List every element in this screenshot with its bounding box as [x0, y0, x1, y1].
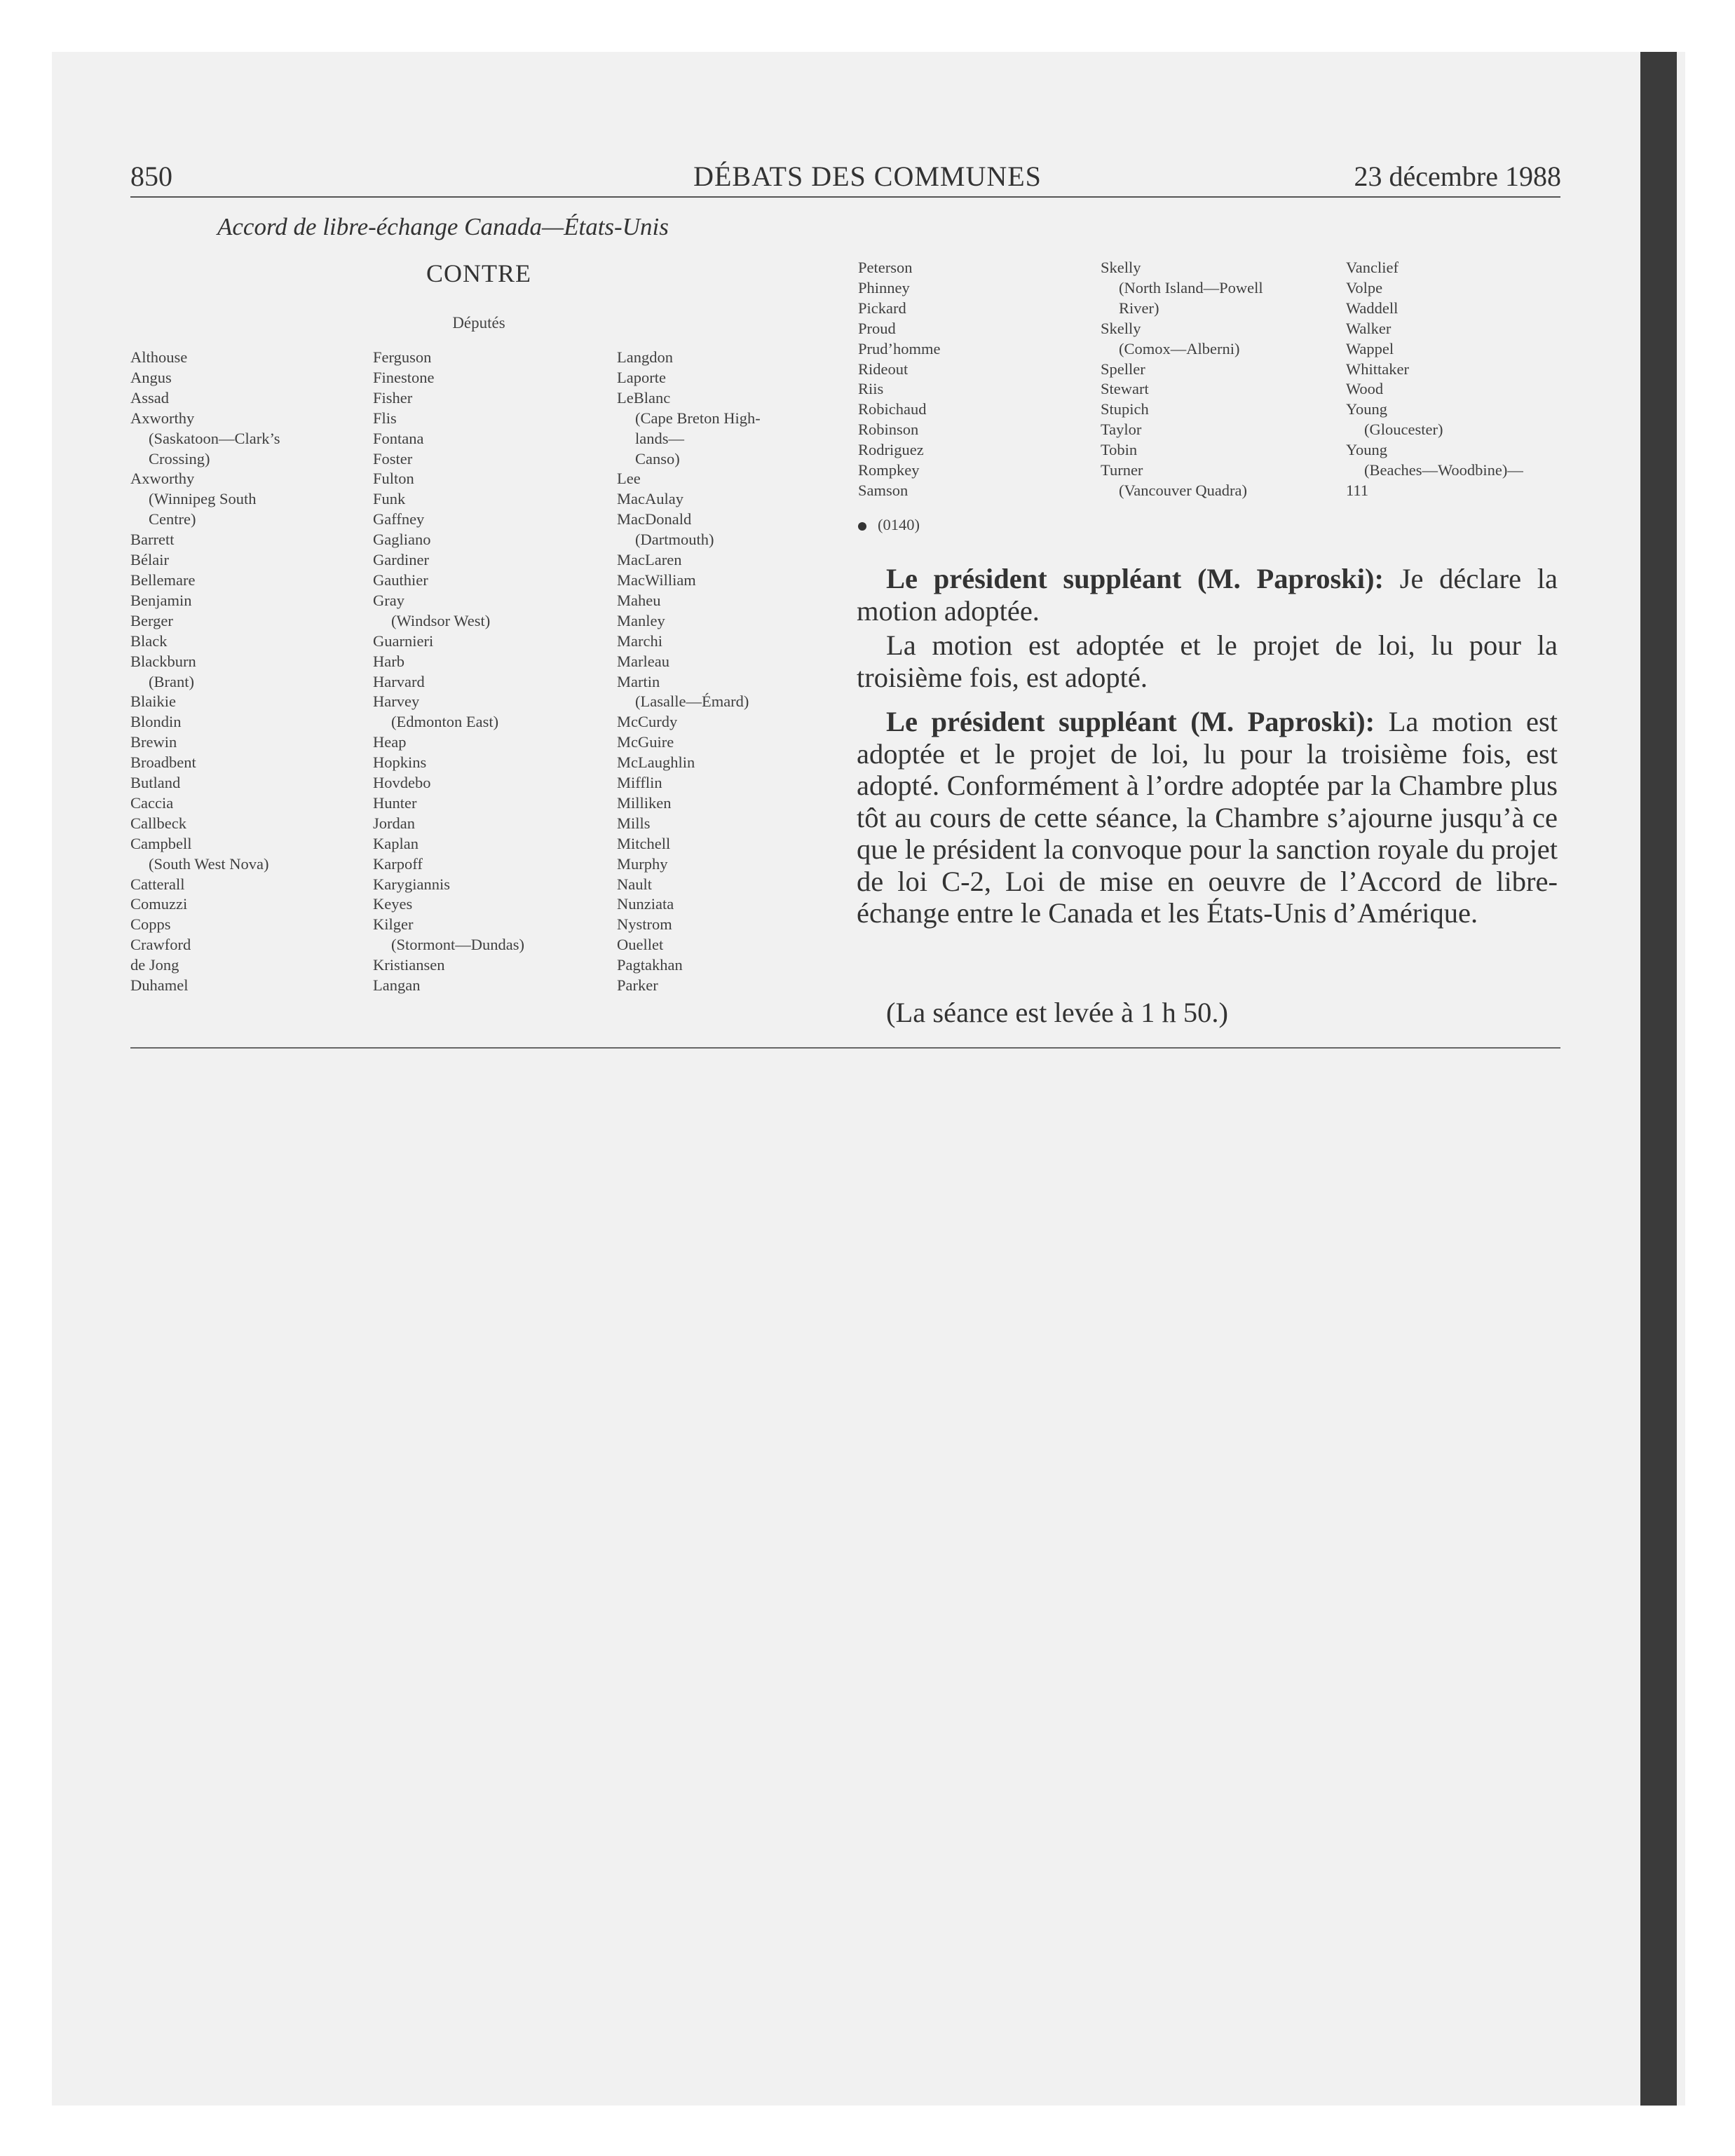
member-name: McCurdy — [617, 713, 678, 731]
member-name: Langdon — [617, 348, 673, 366]
member-name: Blackburn — [130, 652, 196, 670]
member-name: Hovdebo — [373, 774, 431, 792]
member-name: Fisher — [373, 388, 413, 407]
member-name: Callbeck — [130, 814, 186, 832]
paragraph-1 — [857, 563, 1558, 627]
member-column-2 — [373, 348, 604, 996]
member-name: Langan — [373, 976, 421, 995]
member-name: Gray — [373, 591, 404, 609]
member-name: Walker — [1346, 319, 1392, 337]
member-name: Turner — [1101, 461, 1143, 479]
member-name: Comuzzi — [130, 895, 188, 913]
member-name: Brewin — [130, 733, 177, 751]
member-name: (Brant) — [149, 672, 194, 690]
member-name: McGuire — [617, 733, 674, 751]
footer-rule — [130, 1047, 1560, 1049]
member-name: Pagtakhan — [617, 956, 683, 974]
member-name: Kristiansen — [373, 956, 445, 974]
member-name: Jordan — [373, 814, 415, 832]
member-name: Laporte — [617, 368, 666, 386]
member-name: Gardiner — [373, 551, 429, 569]
member-name: (Edmonton East) — [391, 713, 499, 731]
member-column-5 — [1101, 258, 1332, 501]
member-name: Stupich — [1101, 400, 1149, 418]
member-name: Nault — [617, 875, 652, 893]
member-name: Kilger — [373, 915, 414, 934]
scan-edge-bar — [1640, 52, 1677, 2106]
member-name: (Beaches—Woodbine)— — [1364, 461, 1523, 479]
member-name: Harvard — [373, 672, 425, 690]
subject-heading: Accord de libre-échange Canada—États-Unis — [217, 213, 669, 240]
member-name: Benjamin — [130, 591, 192, 609]
member-name: Mitchell — [617, 834, 671, 852]
member-name: Gaffney — [373, 510, 425, 528]
member-name: Angus — [130, 368, 172, 386]
member-name: Finestone — [373, 368, 435, 386]
member-name: Heap — [373, 733, 407, 751]
member-name: Kaplan — [373, 834, 419, 852]
member-name: Hopkins — [373, 753, 427, 772]
member-name: Fontana — [373, 429, 424, 447]
member-name: Fulton — [373, 470, 414, 488]
member-name: Skelly — [1101, 259, 1141, 276]
running-title: DÉBATS DES COMMUNES — [693, 161, 1042, 192]
member-name: Foster — [373, 449, 413, 468]
member-name: Waddell — [1346, 299, 1399, 317]
member-name: Mifflin — [617, 774, 662, 792]
running-date: 23 décembre 1988 — [1354, 161, 1561, 192]
member-name: Samson — [858, 481, 909, 499]
member-name: 111 — [1346, 481, 1369, 499]
member-name: (South West Nova) — [149, 854, 269, 873]
member-name: Centre) — [149, 510, 196, 528]
member-name: McLaughlin — [617, 753, 695, 772]
vote-heading: CONTRE — [426, 259, 531, 287]
member-name: Riis — [858, 380, 884, 398]
member-name: River) — [1119, 299, 1159, 317]
member-name: Marchi — [617, 632, 662, 650]
member-name: Manley — [617, 611, 665, 629]
member-name: (Comox—Alberni) — [1119, 339, 1240, 357]
bullet-icon — [858, 522, 866, 531]
member-name: (Windsor West) — [391, 611, 491, 629]
member-name: Phinney — [858, 278, 910, 296]
paragraph-text: La motion est adoptée et le projet de loi, lu pour la troisième fois, est adopté. Conformément à l’ordre adoptée par la Chambre plus tôt au cours de cette séance, la Chambre s’ajourne jusqu’à ce que le président la convoque pour la sanction royale du projet de loi C-2, Loi de mise en oeuvre de l’Accord de libre-échange entre le Canada et les États-Unis d’Amérique. — [857, 706, 1558, 929]
member-name: Whittaker — [1346, 360, 1409, 378]
member-name: LeBlanc — [617, 388, 671, 407]
member-name: Assad — [130, 388, 169, 407]
member-name: Crawford — [130, 936, 191, 954]
member-name: Tobin — [1101, 441, 1138, 459]
member-name: Black — [130, 632, 168, 650]
member-name: Volpe — [1346, 278, 1383, 296]
paragraph-2 — [857, 629, 1558, 693]
member-name: Speller — [1101, 360, 1145, 378]
member-name: Ferguson — [373, 348, 432, 366]
member-name: Robinson — [858, 421, 919, 439]
member-name: Ouellet — [617, 936, 664, 954]
member-name: Maheu — [617, 591, 661, 609]
member-name: MacLaren — [617, 551, 682, 569]
member-name: Harb — [373, 652, 404, 670]
member-name: (Stormont—Dundas) — [391, 936, 524, 954]
speaker-label: Le président suppléant (M. Paproski): — [886, 563, 1384, 594]
member-column-4 — [858, 258, 1089, 501]
member-name: Duhamel — [130, 976, 189, 995]
member-name: Prud’homme — [858, 339, 941, 357]
member-name: Murphy — [617, 854, 668, 873]
member-name: Robichaud — [858, 400, 927, 418]
member-column-3 — [617, 348, 848, 996]
member-name: Hunter — [373, 793, 417, 812]
member-name: Milliken — [617, 793, 672, 812]
member-name: de Jong — [130, 956, 179, 974]
member-name: (Dartmouth) — [635, 531, 714, 549]
member-name: (North Island—Powell — [1119, 278, 1263, 296]
member-name: Blaikie — [130, 692, 176, 711]
member-name: Rodriguez — [858, 441, 924, 459]
paragraph-text: Je déclare la motion adoptée. — [857, 563, 1558, 627]
member-name: Skelly — [1101, 319, 1141, 337]
member-name: Gagliano — [373, 531, 431, 549]
member-name: lands— — [635, 429, 684, 447]
member-name: Harvey — [373, 692, 420, 711]
member-name: Gauthier — [373, 571, 428, 589]
member-name: Funk — [373, 490, 406, 508]
paragraph-text: La motion est adoptée et le projet de loi, lu pour la troisième fois, est adopté. — [857, 629, 1558, 693]
time-marker-text: (0140) — [878, 516, 920, 533]
member-name: MacDonald — [617, 510, 692, 528]
member-name: Broadbent — [130, 753, 196, 772]
member-name: Young — [1346, 441, 1387, 459]
member-name: Catterall — [130, 875, 185, 893]
member-name: Marleau — [617, 652, 669, 670]
member-name: Wappel — [1346, 339, 1394, 357]
member-name: Copps — [130, 915, 171, 934]
member-name: (Saskatoon—Clark’s — [149, 429, 280, 447]
member-name: Stewart — [1101, 380, 1149, 398]
page-number: 850 — [130, 161, 172, 192]
header-rule — [130, 196, 1560, 198]
member-name: (Lasalle—Émard) — [635, 692, 749, 711]
member-name: (Vancouver Quadra) — [1119, 481, 1248, 499]
member-name: Crossing) — [149, 449, 210, 468]
member-name: Nystrom — [617, 915, 672, 934]
member-name: Martin — [617, 672, 660, 690]
member-name: Karygiannis — [373, 875, 450, 893]
member-name: Parker — [617, 976, 658, 995]
member-name: MacAulay — [617, 490, 683, 508]
member-name: Young — [1346, 400, 1387, 418]
member-name: (Gloucester) — [1364, 421, 1443, 439]
member-name: Caccia — [130, 793, 174, 812]
member-name: Butland — [130, 774, 181, 792]
member-name: Peterson — [858, 259, 913, 276]
member-name: Lee — [617, 470, 641, 488]
member-name: Bélair — [130, 551, 169, 569]
member-name: Proud — [858, 319, 896, 337]
member-name: Keyes — [373, 895, 413, 913]
member-column-1 — [130, 348, 362, 996]
member-name: (Cape Breton High- — [635, 409, 761, 427]
member-name: Barrett — [130, 531, 175, 549]
member-name: Bellemare — [130, 571, 196, 589]
members-heading: Députés — [452, 314, 505, 332]
paragraph-text: (La séance est levée à 1 h 50.) — [886, 997, 1228, 1028]
member-name: Vanclief — [1346, 259, 1399, 276]
member-name: Pickard — [858, 299, 906, 317]
member-name: Flis — [373, 409, 397, 427]
member-name: Taylor — [1101, 421, 1142, 439]
paragraph-3 — [857, 706, 1558, 929]
speaker-label: Le président suppléant (M. Paproski): — [886, 706, 1375, 737]
member-name: Berger — [130, 611, 173, 629]
member-name: Althouse — [130, 348, 188, 366]
time-marker — [858, 514, 920, 535]
member-name: Axworthy — [130, 409, 195, 427]
member-name: Axworthy — [130, 470, 195, 488]
member-name: Canso) — [635, 449, 680, 468]
paragraph-4 — [857, 997, 1558, 1029]
member-name: Karpoff — [373, 854, 423, 873]
member-name: Rideout — [858, 360, 909, 378]
member-name: Campbell — [130, 834, 192, 852]
member-name: Blondin — [130, 713, 182, 731]
member-name: Nunziata — [617, 895, 674, 913]
member-name: Rompkey — [858, 461, 920, 479]
member-name: MacWilliam — [617, 571, 696, 589]
member-name: Guarnieri — [373, 632, 434, 650]
member-column-6 — [1346, 258, 1563, 501]
member-name: Mills — [617, 814, 651, 832]
member-name: Wood — [1346, 380, 1384, 398]
member-name: (Winnipeg South — [149, 490, 257, 508]
